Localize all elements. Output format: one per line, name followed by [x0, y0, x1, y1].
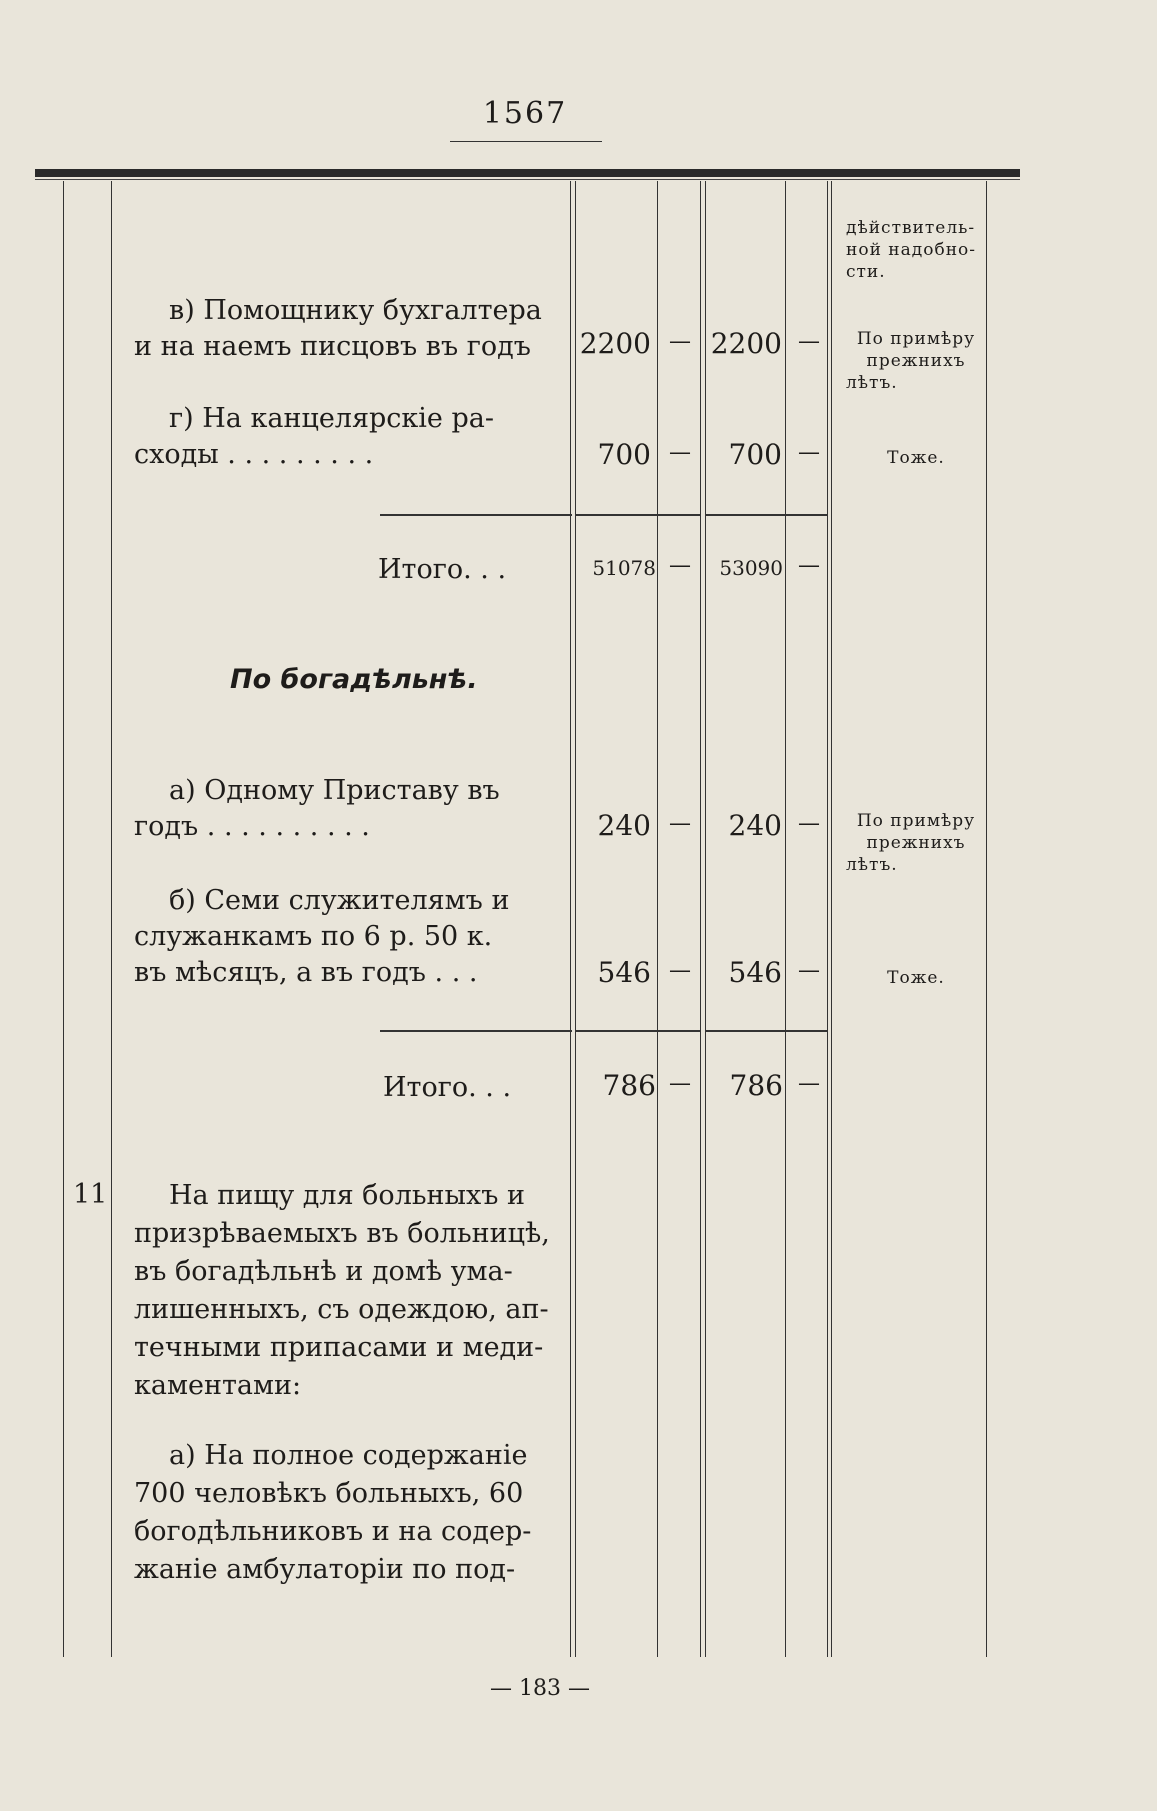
- column-line: [785, 181, 786, 1657]
- kopeck-dash: —: [669, 958, 691, 983]
- description-line: въ богадѣльнѣ и домѣ ума-: [134, 1256, 513, 1287]
- description-line: а) Одному Приставу въ: [169, 775, 500, 806]
- kopeck-dash: —: [669, 1071, 691, 1096]
- kopeck-dash: —: [669, 553, 691, 578]
- remark-line: прежнихъ: [866, 351, 966, 371]
- remark-note: Тоже.: [887, 448, 945, 468]
- row-description: [134, 773, 554, 845]
- column-line: [657, 181, 658, 1657]
- description-line: в) Помощнику бухгалтера: [169, 295, 542, 326]
- remark-line: дѣйствитель-: [846, 218, 976, 238]
- remark-line: По примѣру: [856, 329, 976, 349]
- kopeck-dash: —: [798, 553, 820, 578]
- subtotal-rule: [380, 1030, 572, 1032]
- subtotal-rule: [380, 514, 572, 516]
- subtotal-rule: [576, 1030, 700, 1032]
- column-line: [575, 181, 576, 1657]
- description-line: жаніе амбулаторіи по под-: [134, 1554, 516, 1585]
- folio-number: — 183 —: [490, 1676, 590, 1701]
- column-line: [570, 181, 571, 1657]
- kopeck-dash: —: [798, 811, 820, 836]
- description-line: призрѣваемыхъ въ больницѣ,: [134, 1218, 550, 1249]
- remark-line: прежнихъ: [866, 833, 966, 853]
- kopeck-dash: —: [669, 329, 691, 354]
- amount-proposed: 240: [728, 809, 782, 842]
- remark-line: лѣтъ.: [846, 855, 898, 875]
- column-line: [986, 181, 987, 1657]
- remark-note: [846, 810, 986, 876]
- kopeck-dash: —: [669, 440, 691, 465]
- section-heading: По богадѣльнѣ.: [230, 664, 478, 695]
- description-line: б) Семи служителямъ и: [169, 885, 510, 916]
- row-description: [134, 293, 554, 365]
- amount-current: 2200: [579, 327, 651, 360]
- column-line: [831, 181, 832, 1657]
- article-number: 11: [73, 1179, 108, 1210]
- subtotal-current: 786: [602, 1069, 656, 1102]
- kopeck-dash: —: [798, 1071, 820, 1096]
- description-line: 700 человѣкъ больныхъ, 60: [134, 1478, 524, 1509]
- column-line: [63, 181, 64, 1657]
- kopeck-dash: —: [798, 440, 820, 465]
- row-description: [134, 401, 554, 473]
- subtotal-label: Итого. . .: [383, 1072, 512, 1103]
- column-line: [827, 181, 828, 1657]
- remark-line: По примѣру: [856, 811, 976, 831]
- amount-current: 700: [597, 438, 651, 471]
- remark-line: лѣтъ.: [846, 373, 898, 393]
- subtotal-rule: [706, 1030, 827, 1032]
- description-line: богодѣльниковъ и на содер-: [134, 1516, 532, 1547]
- column-line: [111, 181, 112, 1657]
- column-line: [705, 181, 706, 1657]
- subtotal-proposed: 786: [729, 1069, 783, 1102]
- amount-proposed: 700: [728, 438, 782, 471]
- description-line: сходы . . . . . . . . .: [134, 439, 374, 470]
- description-line: а) На полное содержаніе: [169, 1440, 528, 1471]
- subtotal-rule: [706, 514, 827, 516]
- description-line: На пищу для больныхъ и: [169, 1180, 526, 1211]
- description-line: г) На канцелярскіе ра-: [169, 403, 494, 434]
- amount-current: 240: [597, 809, 651, 842]
- description-line: служанкамъ по 6 р. 50 к.: [134, 921, 493, 952]
- amount-current: 546: [597, 956, 651, 989]
- remark-note: [846, 217, 986, 283]
- subtotal-label: Итого. . .: [378, 554, 507, 585]
- subtotal-proposed: 53090: [719, 556, 783, 580]
- description-line: и на наемъ писцовъ въ годъ: [134, 331, 531, 362]
- remark-note: Тоже.: [887, 968, 945, 988]
- description-line: каментами:: [134, 1370, 302, 1401]
- description-line: годъ . . . . . . . . . .: [134, 811, 370, 842]
- description-line: въ мѣсяцъ, а въ годъ . . .: [134, 957, 478, 988]
- page-number: 1567: [482, 96, 568, 131]
- kopeck-dash: —: [798, 329, 820, 354]
- row-description: [134, 883, 554, 991]
- remark-line: ной надобно-: [846, 240, 977, 260]
- subtotal-rule: [576, 514, 700, 516]
- remark-line: сти.: [846, 262, 886, 282]
- kopeck-dash: —: [798, 958, 820, 983]
- amount-proposed: 546: [728, 956, 782, 989]
- description-line: течными припасами и меди-: [134, 1332, 544, 1363]
- column-line: [700, 181, 701, 1657]
- kopeck-dash: —: [669, 811, 691, 836]
- row-description: [134, 1437, 554, 1589]
- row-description: [134, 1177, 554, 1405]
- remark-note: [846, 328, 986, 394]
- subtotal-current: 51078: [592, 556, 656, 580]
- description-line: лишенныхъ, съ одеждою, ап-: [134, 1294, 549, 1325]
- amount-proposed: 2200: [710, 327, 782, 360]
